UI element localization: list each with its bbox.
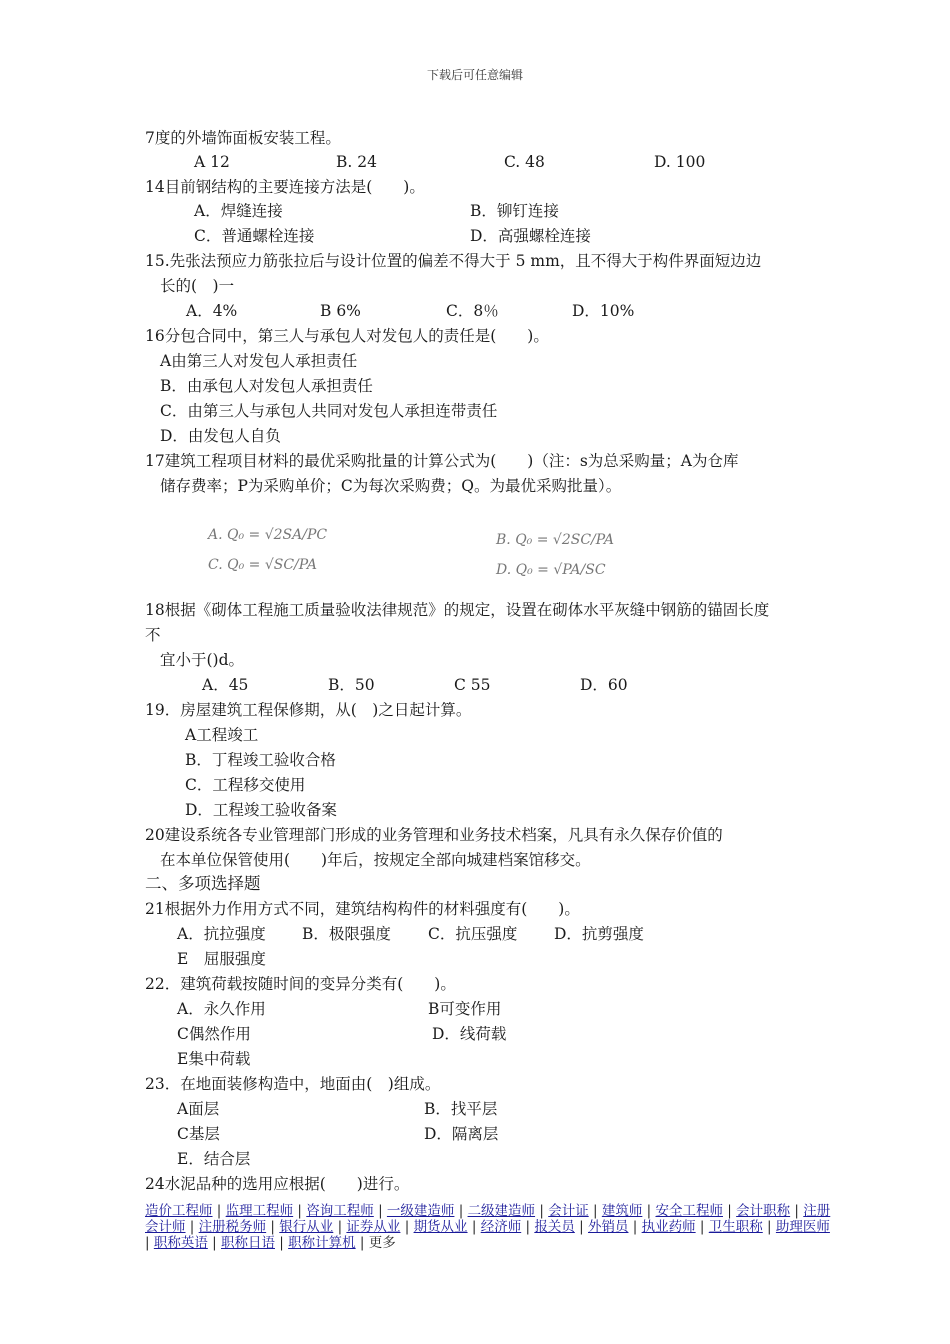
q19-option-d: D．工程竣工验收备案 [185, 801, 337, 819]
q17-formula-a: A. Q₀ = √2SA/PC [208, 527, 328, 543]
q22-option-b: B可变作用 [428, 1000, 502, 1018]
question-7-stem: 7度的外墙饰面板安装工程。 [145, 129, 341, 147]
q7-option-a: A 12 [194, 153, 230, 171]
q16-option-b: B．由承包人对发包人承担责任 [160, 377, 373, 395]
footer-link[interactable]: 助理医师 [775, 1219, 830, 1235]
footer-link[interactable]: 职称计算机 [288, 1235, 356, 1251]
q16-option-d: D．由发包人自负 [160, 427, 281, 445]
footer-link[interactable]: 会计职称 [736, 1203, 791, 1219]
footer-link[interactable]: 职称英语 [153, 1235, 208, 1251]
footer-link[interactable]: 注册会计师 [145, 1203, 831, 1235]
q16-option-c: C．由第三人与承包人共同对发包人承担连带责任 [160, 402, 498, 420]
q21-option-c: C．抗压强度 [428, 925, 518, 943]
question-17-stem-line2: 储存费率；P为采购单价；C为每次采购费；Q。为最优采购批量）。 [160, 477, 622, 495]
footer-link[interactable]: 一级建造师 [386, 1203, 455, 1219]
question-18-stem-line3: 宜小于()d。 [160, 651, 245, 669]
question-14-stem: 14目前钢结构的主要连接方法是( )。 [145, 178, 425, 196]
question-15-stem-line2: 长的( )一 [160, 277, 235, 295]
q19-option-b: B．丁程竣工验收合格 [185, 751, 336, 769]
section-title: 二、多项选择题 [145, 874, 261, 893]
footer-link[interactable]: 注册税务师 [198, 1219, 267, 1235]
page-header: 下载后可任意编辑 [426, 68, 523, 82]
q23-option-a: A面层 [177, 1100, 220, 1118]
question-18-stem-line1: 18根据《砌体工程施工质量验收法律规范》的规定，设置在砌体水平灰缝中钢筋的锚固长度 [145, 601, 770, 619]
question-20-stem-line2: 在本单位保管使用( )年后，按规定全部向城建档案馆移交。 [160, 851, 591, 869]
q15-option-d: D．10% [572, 302, 635, 320]
q23-option-e: E．结合层 [177, 1150, 251, 1168]
footer-link[interactable]: 二级建造师 [467, 1203, 536, 1219]
q23-option-b: B．找平层 [424, 1100, 498, 1118]
question-15-stem-line1: 15.先张法预应力筋张拉后与设计位置的偏差不得大于 5 mm，且不得大于构件界面短边边 [145, 252, 762, 270]
q21-option-d: D．抗剪强度 [554, 925, 644, 943]
footer-link[interactable]: 证券从业 [346, 1219, 401, 1235]
footer-link[interactable]: 职称日语 [220, 1235, 275, 1251]
q19-option-c: C．工程移交使用 [185, 776, 306, 794]
q21-option-e: E 屈服强度 [177, 950, 266, 968]
footer-link[interactable]: 造价工程师 [145, 1203, 213, 1219]
q18-option-b: B．50 [328, 676, 375, 694]
q14-option-a: A．焊缝连接 [194, 202, 283, 220]
question-21-stem: 21根据外力作用方式不同，建筑结构构件的材料强度有( )。 [145, 900, 580, 918]
q7-option-d: D. 100 [654, 153, 706, 171]
footer-link[interactable]: 卫生职称 [708, 1219, 763, 1235]
q22-option-e: E集中荷载 [177, 1050, 251, 1068]
q14-option-c: C．普通螺栓连接 [194, 227, 315, 245]
q17-formula-d: D. Q₀ = √PA/SC [496, 562, 606, 578]
q21-option-b: B．极限强度 [302, 925, 391, 943]
question-16-stem: 16分包合同中，第三人与承包人对发包人的责任是( )。 [145, 327, 549, 345]
q14-option-d: D．高强螺栓连接 [470, 227, 591, 245]
footer-link[interactable]: 经济师 [480, 1219, 522, 1235]
q23-option-d: D．隔离层 [424, 1125, 499, 1143]
question-19-stem: 19．房屋建筑工程保修期，从( )之日起计算。 [145, 701, 472, 719]
q19-option-a: A工程竣工 [185, 726, 259, 744]
question-20-stem-line1: 20建设系统各专业管理部门形成的业务管理和业务技术档案，凡具有永久保存价值的 [145, 826, 723, 844]
footer-links: 造价工程师 | 监理工程师 | 咨询工程师 | 一级建造师 | 二级建造师 | 会计证 | 建筑师 | 安全工程师 | 会计职称 | 注册会计师 | 注册税务师 | 银行从业 | 证券从业 | 期货从业 | 经济师 | 报关员 | 外销员 | 执业药师 | 卫生职称 | 助理医师 | 职称英语 | 职称日语 | 职称计算机 | 更多 [145, 1203, 831, 1251]
footer-link[interactable]: 执业药师 [641, 1219, 696, 1235]
q23-option-c: C基层 [177, 1125, 220, 1143]
q18-option-a: A．45 [202, 676, 249, 694]
q15-option-a: A．4% [186, 302, 238, 320]
q14-option-b: B．铆钉连接 [470, 202, 559, 220]
footer-link[interactable]: 外销员 [587, 1219, 629, 1235]
footer-link[interactable]: 咨询工程师 [306, 1203, 374, 1219]
footer-link[interactable]: 安全工程师 [655, 1203, 723, 1219]
footer-link[interactable]: 报关员 [534, 1219, 575, 1235]
q18-option-d: D．60 [580, 676, 628, 694]
q16-option-a: A由第三人对发包人承担责任 [160, 352, 358, 370]
footer-link[interactable]: 监理工程师 [225, 1203, 294, 1219]
question-17-stem-line1: 17建筑工程项目材料的最优采购批量的计算公式为( )（注：s为总采购量；A为仓库 [145, 452, 739, 470]
q7-option-c: C. 48 [504, 153, 545, 171]
q7-option-b: B. 24 [336, 153, 377, 171]
footer-more[interactable]: 更多 [368, 1235, 396, 1251]
footer-link[interactable]: 会计证 [548, 1203, 589, 1219]
q22-option-c: C偶然作用 [177, 1025, 251, 1043]
question-22-stem: 22．建筑荷载按随时间的变异分类有( )。 [145, 975, 456, 993]
q18-option-c: C 55 [454, 676, 491, 694]
q15-option-b: B 6% [320, 302, 361, 320]
question-24-stem: 24水泥品种的选用应根据( )进行。 [145, 1175, 410, 1193]
q15-option-c: C．8％ [446, 302, 499, 320]
footer-link[interactable]: 建筑师 [601, 1203, 643, 1219]
q22-option-d: D．线荷载 [432, 1025, 507, 1043]
q22-option-a: A．永久作用 [177, 1000, 266, 1018]
q21-option-a: A．抗拉强度 [177, 925, 266, 943]
footer-link[interactable]: 期货从业 [413, 1219, 468, 1235]
question-18-stem-line2: 不 [145, 626, 161, 644]
q17-formula-b: B. Q₀ = √2SC/PA [496, 532, 615, 548]
footer-link[interactable]: 银行从业 [279, 1219, 334, 1235]
question-23-stem: 23．在地面装修构造中，地面由( )组成。 [145, 1075, 441, 1093]
q17-formula-c: C. Q₀ = √SC/PA [208, 557, 318, 573]
